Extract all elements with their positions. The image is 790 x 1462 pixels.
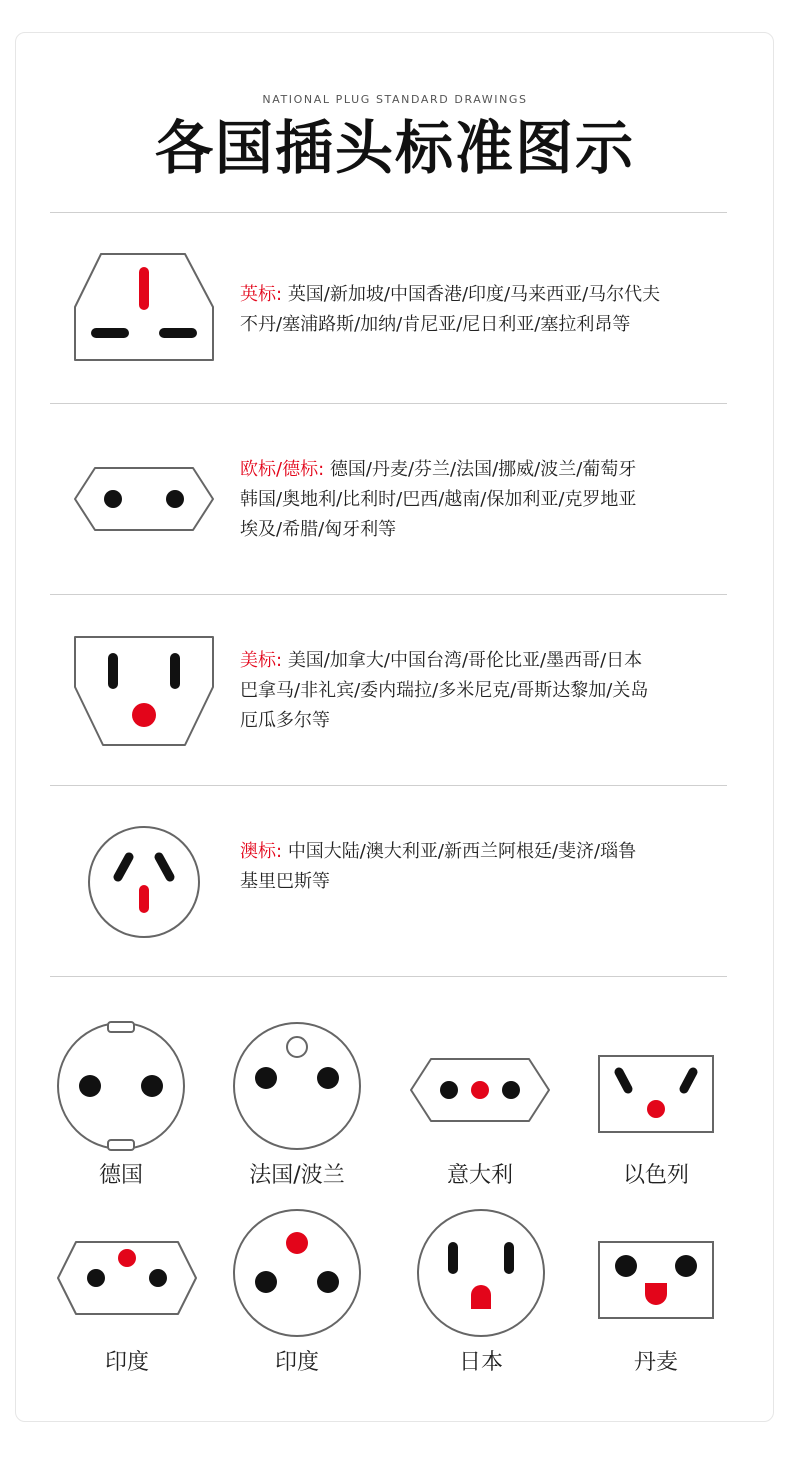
american-plug-icon [73, 635, 215, 747]
row-countries: 基里巴斯等 [240, 871, 330, 892]
row-countries: 不丹/塞浦路斯/加纳/肯尼亚/尼日利亚/塞拉利昂等 [240, 314, 631, 335]
grid-label: 丹麦 [633, 1350, 678, 1375]
france-poland-plug-icon [232, 1021, 362, 1151]
divider [50, 403, 727, 404]
page-title: 各国插头标准图示 [154, 114, 635, 182]
page-subtitle: NATIONAL PLUG STANDARD DRAWINGS [262, 93, 528, 106]
divider [50, 594, 727, 595]
row-countries: 中国大陆/澳大利亚/新西兰阿根廷/斐济/瑙鲁 [287, 841, 637, 862]
row-countries: 韩国/奥地利/比利时/巴西/越南/保加利亚/克罗地亚 [240, 489, 637, 510]
row-au [240, 837, 720, 897]
grid-label: 德国 [98, 1163, 143, 1188]
row-countries: 英国/新加坡/中国香港/印度/马来西亚/马尔代夫 [287, 284, 661, 305]
grid-label: 意大利 [446, 1163, 513, 1188]
italy-plug-icon [409, 1057, 551, 1123]
australian-plug-icon [87, 825, 201, 939]
india-plug-icon [56, 1240, 198, 1316]
row-countries: 德国/丹麦/芬兰/法国/挪威/波兰/葡萄牙 [329, 459, 637, 480]
grid-label: 印度 [104, 1350, 149, 1375]
european-plug-icon [73, 466, 215, 532]
israel-plug-icon [597, 1054, 715, 1134]
grid-label: 以色列 [622, 1163, 689, 1188]
row-uk [240, 280, 720, 340]
divider [50, 785, 727, 786]
row-countries: 美国/加拿大/中国台湾/哥伦比亚/墨西哥/日本 [287, 650, 643, 671]
germany-plug-icon [56, 1020, 186, 1152]
row-eu [240, 455, 720, 545]
row-us [240, 646, 720, 736]
row-countries: 巴拿马/非礼宾/委内瑞拉/多米尼克/哥斯达黎加/关岛 [240, 680, 649, 701]
japan-plug-icon [416, 1208, 546, 1338]
row-label: 欧标/德标: [240, 459, 325, 480]
row-countries: 厄瓜多尔等 [240, 710, 330, 731]
india-round-plug-icon [232, 1208, 362, 1338]
row-countries: 埃及/希腊/匈牙利等 [240, 519, 397, 540]
grid-label: 印度 [274, 1350, 319, 1375]
divider [50, 976, 727, 977]
denmark-plug-icon [597, 1240, 715, 1320]
row-label: 澳标: [240, 841, 283, 862]
row-label: 美标: [240, 650, 283, 671]
grid-label: 日本 [458, 1350, 503, 1375]
british-plug-icon [73, 252, 215, 364]
row-label: 英标: [240, 284, 283, 305]
grid-label: 法国/波兰 [249, 1163, 345, 1188]
divider [50, 212, 727, 213]
